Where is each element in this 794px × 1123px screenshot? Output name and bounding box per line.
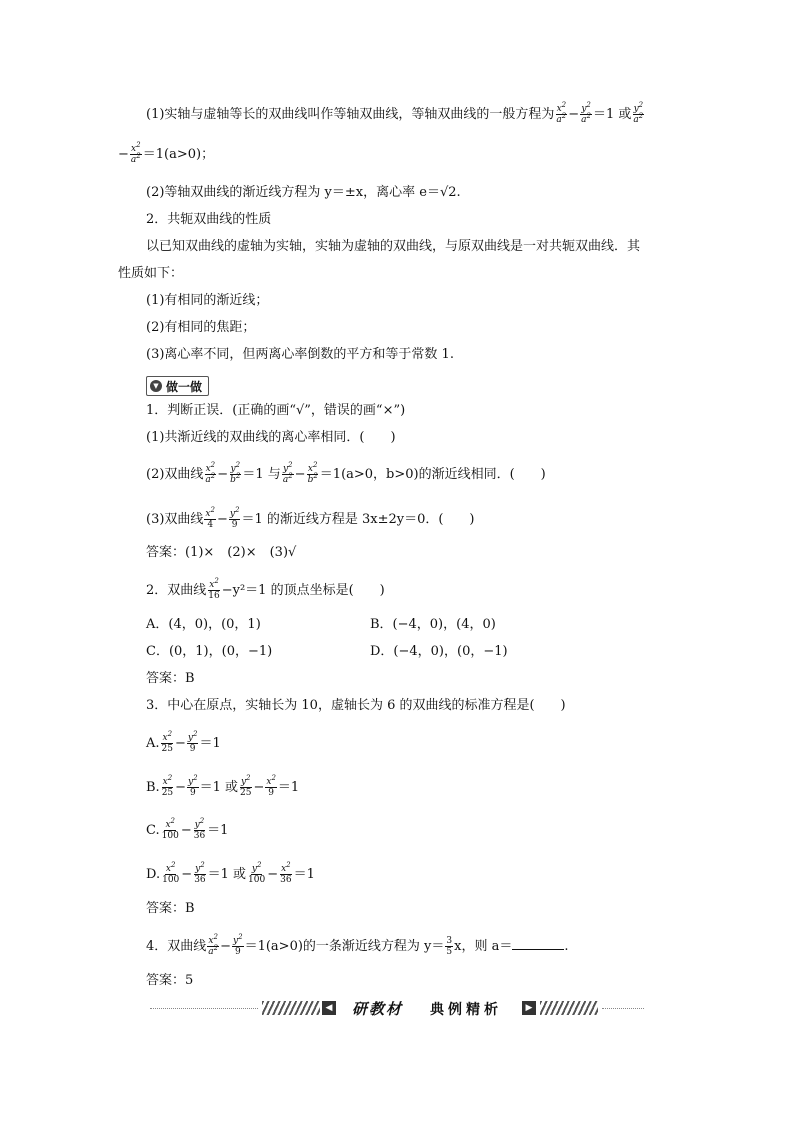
question-2-answer: 答案：B: [146, 671, 195, 686]
minus: −: [217, 467, 229, 482]
fraction: $\frac{y^2}{36}$: [194, 861, 206, 885]
option-label: C.: [146, 823, 160, 838]
section-title: 2．共轭双曲线的性质: [146, 212, 272, 227]
question-1-answer: 答案：(1)× (2)× (3)√: [146, 545, 297, 560]
text: (2)双曲线: [146, 467, 204, 482]
text: ＝1 或: [207, 867, 247, 882]
text: x，则 a＝: [454, 939, 513, 954]
text: (3)双曲线: [146, 512, 204, 527]
property-item: (3)离心率不同，但两离心率倒数的平方和等于常数 1.: [146, 347, 454, 362]
option-label: A.: [146, 736, 160, 751]
question-4-answer: 答案：5: [146, 973, 194, 988]
fraction: $\frac{x^2}{a^2}$: [556, 101, 567, 125]
divider: [150, 1008, 258, 1009]
option-a: A．(4，0)，(0，1): [146, 617, 261, 632]
left-arrow-icon: ◀: [322, 1001, 336, 1015]
text: ＝1: [207, 823, 229, 838]
option-d: D．(−4，0)，(0，−1): [370, 644, 508, 659]
question-1-statement: (1)共渐近线的双曲线的离心率相同．( ): [146, 430, 396, 445]
text: ＝1: [277, 780, 300, 795]
fraction: $\frac{x^2}{b^2}$: [307, 461, 318, 485]
minus: −: [181, 867, 193, 882]
text: ＝1 与: [242, 467, 281, 482]
equal-axis-definition-cont: [118, 141, 215, 165]
text: ＝1 或: [199, 780, 239, 795]
hatch-decoration: [262, 1001, 320, 1015]
right-arrow-icon: ▶: [522, 1001, 536, 1015]
option-b: [146, 774, 300, 798]
minus: −: [175, 780, 187, 795]
text: ＝1 或: [593, 107, 632, 122]
fraction: $\frac{x^2}{9}$: [266, 774, 276, 798]
practice-badge: [146, 376, 209, 396]
equal-axis-definition: [146, 101, 645, 125]
minus: −: [216, 512, 228, 527]
fraction: $\frac{y^2}{25}$: [240, 774, 252, 798]
down-triangle-icon: ▼: [150, 380, 162, 392]
text: ＝1 的渐近线方程是 3x±2y＝0．( ): [241, 512, 475, 527]
question-4-stem: [146, 933, 569, 957]
minus: −: [568, 107, 580, 122]
fraction: $\frac{x^2}{a^2}$: [208, 933, 219, 957]
fraction: $\frac{x^2}{4}$: [205, 506, 215, 530]
fraction: $\frac{y^2}{a^2}$: [633, 101, 644, 125]
conjugate-definition: 以已知双曲线的虚轴为实轴，实轴为虚轴的双曲线，与原双曲线是一对共轭双曲线．其: [146, 239, 641, 254]
fraction: $\frac{x^2}{100}$: [162, 861, 180, 885]
minus: −: [267, 867, 279, 882]
fraction: $\frac{x^2}{16}$: [208, 577, 220, 601]
option-d: [146, 861, 315, 885]
question-1-statement: [146, 461, 546, 485]
text: −y²＝1 的顶点坐标是( ): [221, 583, 385, 598]
conjugate-definition-cont: 性质如下：: [118, 266, 184, 281]
answer-blank: [512, 937, 564, 950]
question-3-stem: 3．中心在原点，实轴长为 10，虚轴长为 6 的双曲线的标准方程是( ): [146, 698, 566, 713]
minus: −: [294, 467, 306, 482]
fraction: $\frac{3}{5}$: [446, 936, 453, 957]
option-b: B．(−4，0)，(4，0): [370, 617, 496, 632]
text: (1)实轴与虚轴等长的双曲线叫作等轴双曲线，等轴双曲线的一般方程为: [146, 107, 555, 122]
option-c: C．(0，1)，(0，−1): [146, 644, 273, 659]
fraction: $\frac{x^2}{25}$: [161, 730, 173, 754]
fraction: $\frac{x^2}{25}$: [161, 774, 174, 798]
asymptote-eccentricity: (2)等轴双曲线的渐近线方程为 y＝±x，离心率 e＝√2.: [146, 185, 461, 200]
option-c: [146, 817, 229, 841]
fraction: $\frac{y^2}{a^2}$: [282, 461, 293, 485]
text: ＝1: [199, 736, 221, 751]
fraction: $\frac{y^2}{100}$: [248, 861, 266, 885]
question-2-stem: [146, 577, 385, 601]
text: 2．双曲线: [146, 583, 207, 598]
fraction: $\frac{y^2}{9}$: [233, 933, 243, 957]
fraction: $\frac{x^2}{36}$: [280, 861, 292, 885]
text: ＝1(a>0)；: [142, 147, 215, 162]
fraction: $\frac{x^2}{100}$: [161, 817, 179, 841]
question-1-stem: 1．判断正误．(正确的画“√”，错误的画“×”): [146, 403, 406, 418]
option-label: B.: [146, 780, 160, 795]
text: 4．双曲线: [146, 939, 207, 954]
fraction: $\frac{y^2}{9}$: [187, 730, 198, 754]
banner-title: 研教材: [352, 1000, 404, 1018]
fraction: $\frac{y^2}{9}$: [229, 506, 240, 530]
option-a: [146, 730, 221, 754]
fraction: $\frac{y^2}{36}$: [193, 817, 206, 841]
fraction: $\frac{y^2}{b^2}$: [230, 461, 241, 485]
hatch-decoration: [540, 1001, 598, 1015]
minus: −: [220, 939, 232, 954]
fraction: $\frac{x^2}{a^2}$: [130, 141, 141, 165]
text: ＝1(a>0，b>0)的渐近线相同．( ): [319, 467, 546, 482]
minus: −: [174, 736, 186, 751]
text: ＝1(a>0)的一条渐近线方程为 y＝: [244, 939, 445, 954]
option-label: D.: [146, 867, 161, 882]
property-item: (2)有相同的焦距；: [146, 320, 256, 335]
question-3-answer: 答案：B: [146, 901, 195, 916]
fraction: $\frac{y^2}{9}$: [188, 774, 198, 798]
text: .: [564, 939, 569, 954]
property-item: (1)有相同的渐近线；: [146, 293, 269, 308]
question-1-statement: [146, 506, 475, 530]
banner-subtitle: 典例精析: [430, 1002, 502, 1018]
badge-label: 做一做: [166, 379, 203, 394]
text: ＝1: [293, 867, 315, 882]
fraction: $\frac{x^2}{a^2}$: [205, 461, 216, 485]
minus: −: [118, 147, 129, 162]
fraction: $\frac{y^2}{a^2}$: [581, 101, 592, 125]
minus: −: [180, 823, 192, 838]
minus: −: [253, 780, 265, 795]
divider: [602, 1008, 644, 1009]
section-banner: [0, 998, 794, 1020]
